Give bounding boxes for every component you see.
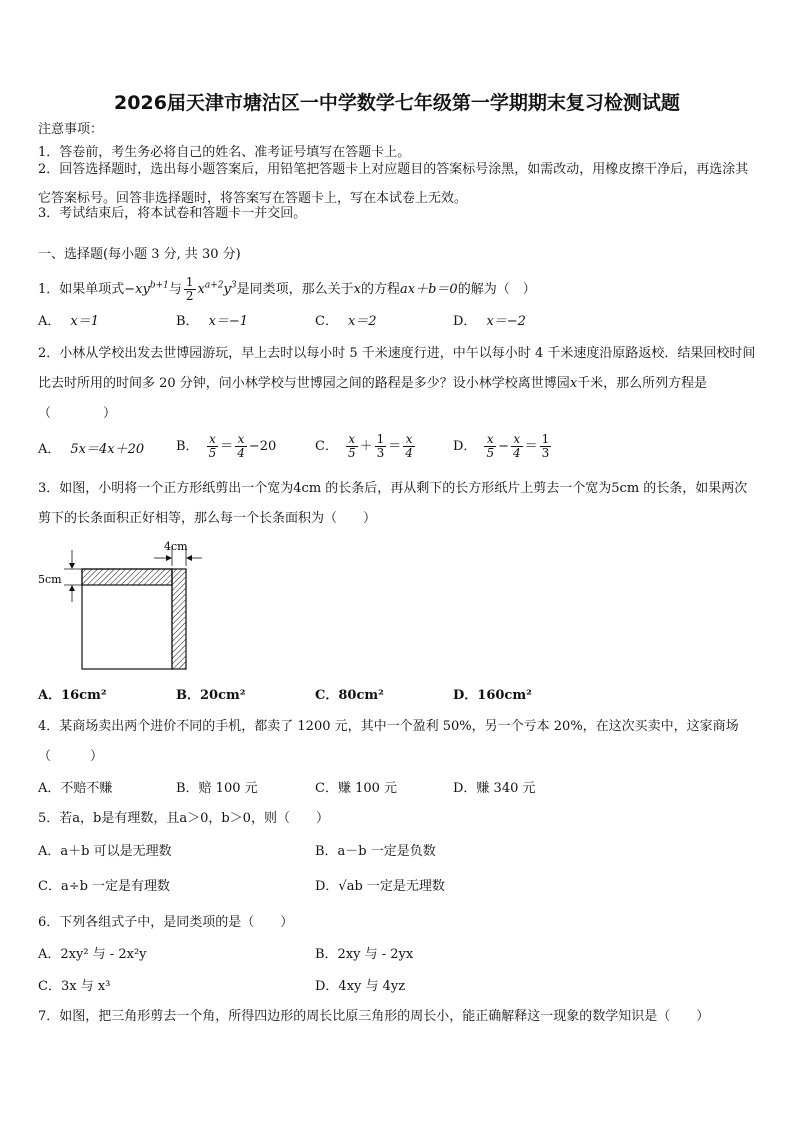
page-title: 2026届天津市塘沽区一中学数学七年级第一学期期末复习检测试题 xyxy=(114,92,680,114)
q2-option-d[interactable]: D． $\frac{x}{5}$ − $\frac{x}{4}$ ＝ $\frac{1}{3}$ xyxy=(453,432,550,460)
question-1: 1．如果单项式$-xy^{b+1}$与 $\frac{1}{2}$ $x^{a+2}y^3$是同类项，那么关于x的方程ax＋b＝0的解为（ ） xyxy=(38,275,536,303)
q6-option-b[interactable]: B．2xy 与 - 2yx xyxy=(315,947,414,962)
q3-option-b[interactable]: B．20cm² xyxy=(176,688,246,703)
strip-5cm xyxy=(82,569,172,585)
q4-option-a[interactable]: A．不赔不赚 xyxy=(38,781,113,796)
q3-option-d[interactable]: D．160cm² xyxy=(453,688,532,703)
question-6: 6．下列各组式子中，是同类项的是（ ） xyxy=(38,915,294,930)
q5-option-c[interactable]: C．a÷b 一定是有理数 xyxy=(38,879,171,894)
strip-4cm xyxy=(172,569,186,669)
question-5: 5．若a，b是有理数，且a＞0，b＞0，则（ ） xyxy=(38,811,329,826)
label-5cm: 5cm xyxy=(38,573,62,586)
note-item-1: 1．答卷前，考生务必将自己的姓名、准考证号填写在答题卡上。 xyxy=(38,145,411,160)
q5-option-b[interactable]: B．a－b 一定是负数 xyxy=(315,844,436,859)
q2-option-c[interactable]: C． $\frac{x}{5}$ ＋ $\frac{1}{3}$ ＝ $\frac{x}{4}$ xyxy=(315,432,413,460)
q4-option-b[interactable]: B．赔 100 元 xyxy=(176,781,258,796)
q1-option-d[interactable]: D． x＝−2 xyxy=(453,314,526,329)
q6-option-d[interactable]: D．4xy 与 4yz xyxy=(315,979,406,994)
q6-option-a[interactable]: A．2xy² 与 - 2x²y xyxy=(38,947,147,962)
q3-figure xyxy=(34,536,214,676)
q5-option-a[interactable]: A．a＋b 可以是无理数 xyxy=(38,844,172,859)
q1-option-c[interactable]: C． x＝2 xyxy=(315,314,377,329)
label-4cm: 4cm xyxy=(164,540,188,553)
notes-heading: 注意事项： xyxy=(38,122,104,137)
question-4: 4．某商场卖出两个进价不同的手机，都卖了 1200 元，其中一个盈利 50%，另一个亏本 20%，在这次买卖中，这家商场（ ） xyxy=(38,719,739,764)
q6-option-c[interactable]: C．3x 与 x³ xyxy=(38,979,111,994)
q4-option-c[interactable]: C．赚 100 元 xyxy=(315,781,398,796)
q2-option-a[interactable]: A． 5x＝4x＋20 xyxy=(38,442,145,457)
note-item-3: 3．考试结束后，将本试卷和答题卡一并交回。 xyxy=(38,206,307,221)
q3-option-a[interactable]: A．16cm² xyxy=(38,688,107,703)
question-2: 2．小林从学校出发去世博园游玩，早上去时以每小时 5 千米速度行进，中午以每小时 4 千米速度沿原路返校．结果回校时间比去时所用的时间多 20 分钟，问小林学校与世博园之间的路程是多少？设小林学校离世博园x千米，那么所列方程是（ ） xyxy=(38,346,756,421)
q5-option-d[interactable]: D．√ab 一定是无理数 xyxy=(315,879,445,894)
section-heading: 一、选择题(每小题 3 分, 共 30 分) xyxy=(38,247,241,262)
q3-option-c[interactable]: C．80cm² xyxy=(315,688,384,703)
q2-option-b[interactable]: B． $\frac{x}{5}$ ＝ $\frac{x}{4}$ −20 xyxy=(176,432,277,460)
question-7: 7．如图，把三角形剪去一个角，所得四边形的周长比原三角形的周长小，能正确解释这一现象的数学知识是（ ） xyxy=(38,1009,710,1024)
q1-option-b[interactable]: B． x＝−1 xyxy=(176,314,249,329)
q1-option-a[interactable]: A． x＝1 xyxy=(38,314,99,329)
q4-option-d[interactable]: D．赚 340 元 xyxy=(453,781,536,796)
question-3: 3．如图，小明将一个正方形纸剪出一个宽为4cm 的长条后，再从剩下的长方形纸片上剪去一个宽为5cm 的长条，如果两次剪下的长条面积正好相等，那么每一个长条面积为（ ） xyxy=(38,481,748,526)
note-item-2: 2．回答选择题时，选出每小题答案后，用铅笔把答题卡上对应题目的答案标号涂黑，如需改动，用橡皮擦干净后，再选涂其它答案标号。回答非选择题时，将答案写在答题卡上，写在本试卷上无效。 xyxy=(38,162,749,206)
